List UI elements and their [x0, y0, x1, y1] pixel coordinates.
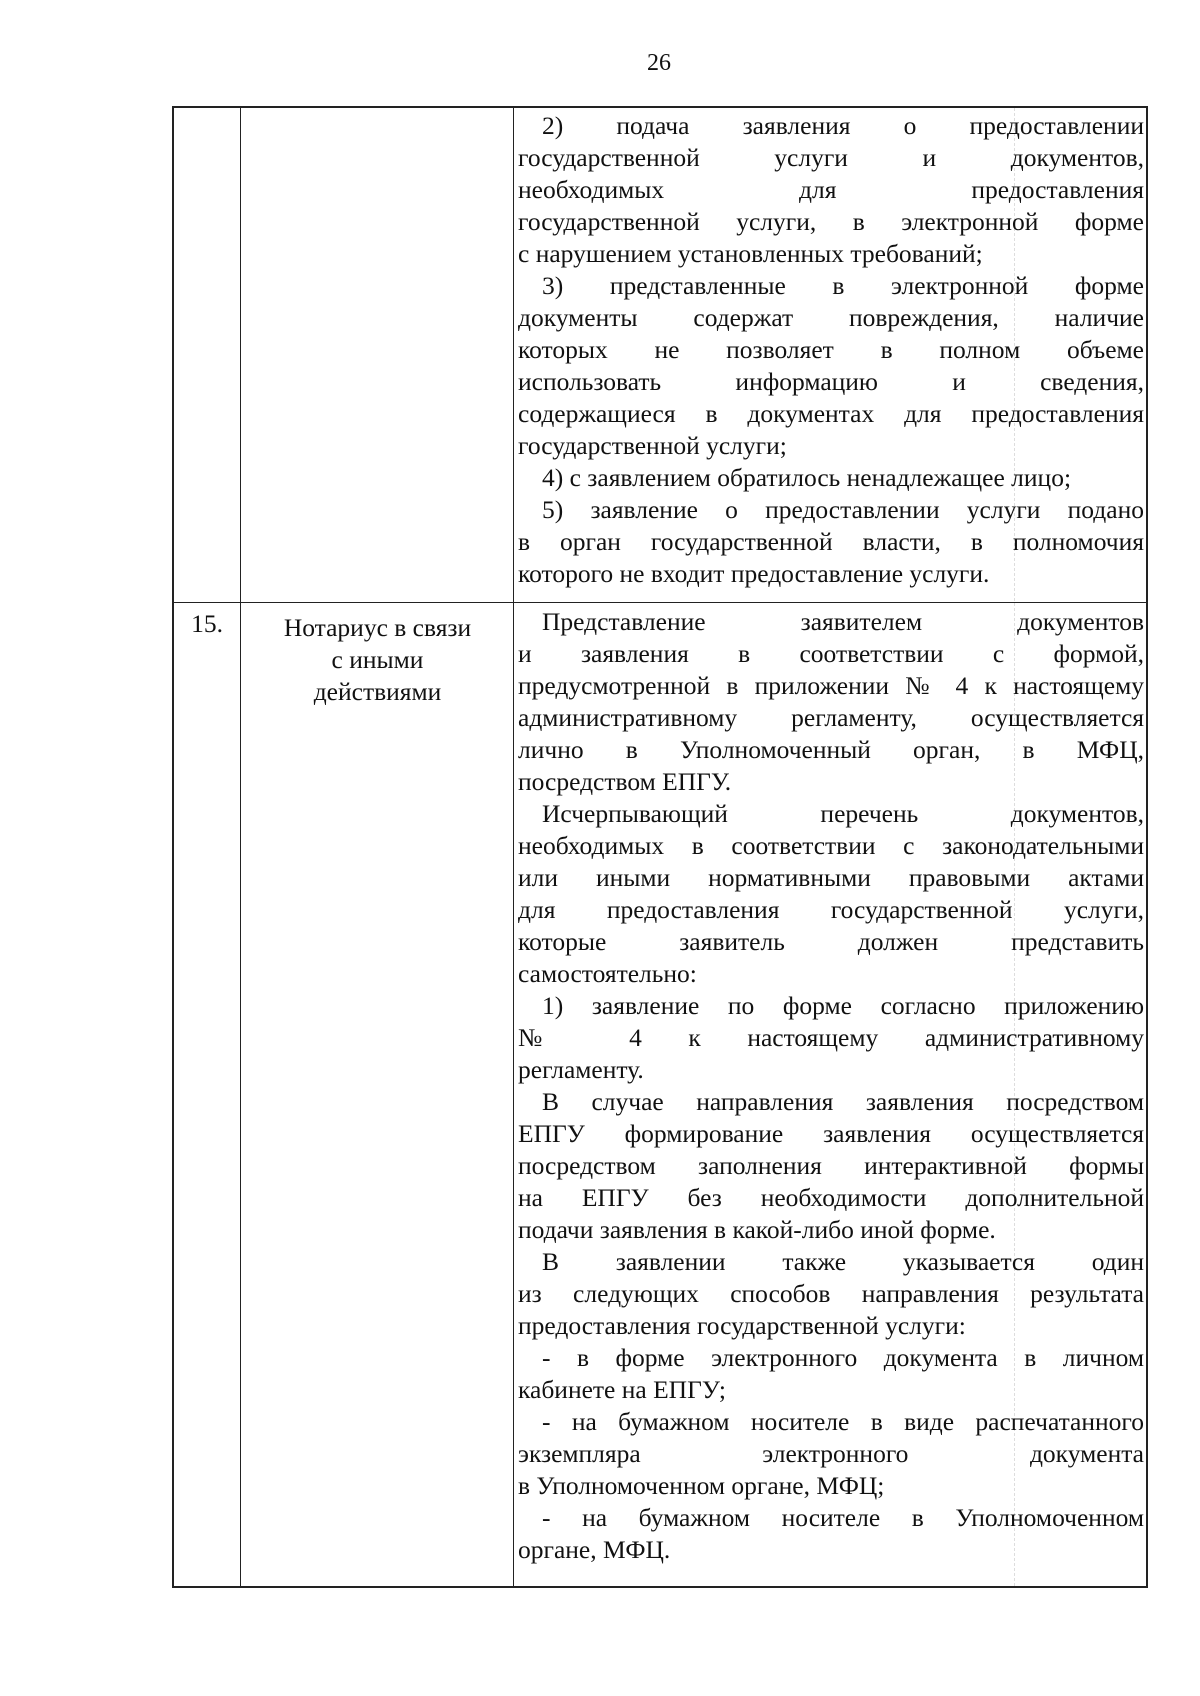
- row-15-content-cell: [518, 606, 1144, 1566]
- text-line: подачи заявления в какой-либо иной форме.: [518, 1215, 996, 1244]
- column-divider: [513, 108, 514, 1586]
- text-line: необходимых в соответствии с законодательными: [518, 831, 1144, 860]
- text-line: самостоятельно:: [518, 959, 697, 988]
- text-line: ЕПГУ формирование заявления осуществляется: [518, 1119, 1144, 1148]
- text-line: и заявления в соответствии с формой,: [518, 639, 1144, 668]
- text-line: В случае направления заявления посредством: [542, 1087, 1144, 1116]
- paragraph: [518, 110, 1144, 270]
- service-name-line: Нотариус в связи: [283, 613, 472, 642]
- text-line: предоставления государственной услуги:: [518, 1311, 966, 1340]
- text-line: 2) подача заявления о предоставлении: [542, 111, 1144, 140]
- text-line: предусмотренной в приложении № 4 к настоящему: [518, 671, 1144, 700]
- text-line: которых не позволяет в полном объеме: [518, 335, 1144, 364]
- text-line: - в форме электронного документа в личном: [542, 1343, 1144, 1372]
- paragraph: [518, 1086, 1144, 1246]
- paragraph: [518, 462, 1144, 494]
- text-line: с нарушением установленных требований;: [518, 239, 983, 268]
- text-line: необходимых для предоставления: [518, 175, 1144, 204]
- paragraph: [518, 270, 1144, 462]
- text-line: в Уполномоченном органе, МФЦ;: [518, 1471, 885, 1500]
- text-line: государственной услуги;: [518, 431, 787, 460]
- text-line: посредством ЕПГУ.: [518, 767, 732, 796]
- paragraph: [518, 1342, 1144, 1406]
- text-line: или иными нормативными правовыми актами: [518, 863, 1144, 892]
- text-line: - на бумажном носителе в Уполномоченном: [542, 1503, 1144, 1532]
- text-line: 4) с заявлением обратилось ненадлежащее лицо;: [542, 463, 1072, 492]
- paragraph: [518, 1406, 1144, 1502]
- text-line: в орган государственной власти, в полномочия: [518, 527, 1144, 556]
- page-number: 26: [647, 50, 671, 76]
- continued-content-cell: [518, 110, 1144, 590]
- text-line: использовать информацию и сведения,: [518, 367, 1144, 396]
- text-line: кабинете на ЕПГУ;: [518, 1375, 726, 1404]
- text-line: для предоставления государственной услуги,: [518, 895, 1144, 924]
- text-line: документы содержат повреждения, наличие: [518, 303, 1144, 332]
- text-line: административному регламенту, осуществляется: [518, 703, 1144, 732]
- service-name-cell: [242, 612, 513, 708]
- service-name-line: действиями: [313, 677, 442, 706]
- text-line: лично в Уполномоченный орган, в МФЦ,: [518, 735, 1144, 764]
- paragraph: [518, 1502, 1144, 1566]
- text-line: на ЕПГУ без необходимости дополнительной: [518, 1183, 1144, 1212]
- text-line: содержащиеся в документах для предоставления: [518, 399, 1144, 428]
- text-line: № 4 к настоящему административному: [518, 1023, 1144, 1052]
- row-number-cell: 15.: [191, 609, 223, 638]
- text-line: экземпляра электронного документа: [518, 1439, 1144, 1468]
- text-line: которые заявитель должен представить: [518, 927, 1144, 956]
- paragraph: [518, 1246, 1144, 1342]
- service-name-line: с иными: [331, 645, 424, 674]
- text-line: государственной услуги и документов,: [518, 143, 1144, 172]
- paragraph: [518, 990, 1144, 1086]
- text-line: государственной услуги, в электронной форме: [518, 207, 1144, 236]
- text-line: регламенту.: [518, 1055, 644, 1084]
- paragraph: [518, 494, 1144, 590]
- text-line: органе, МФЦ.: [518, 1535, 671, 1564]
- regulation-table: [172, 106, 1148, 1588]
- text-line: - на бумажном носителе в виде распечатанного: [542, 1407, 1144, 1436]
- paragraph: [518, 606, 1144, 798]
- text-line: 1) заявление по форме согласно приложению: [542, 991, 1144, 1020]
- text-line: Представление заявителем документов: [542, 607, 1144, 636]
- text-line: В заявлении также указывается один: [542, 1247, 1144, 1276]
- paragraph: [518, 798, 1144, 990]
- column-divider: [240, 108, 241, 1586]
- text-line: 3) представленные в электронной форме: [542, 271, 1144, 300]
- text-line: которого не входит предоставление услуги.: [518, 559, 990, 588]
- text-line: посредством заполнения интерактивной формы: [518, 1151, 1144, 1180]
- text-line: 5) заявление о предоставлении услуги подано: [542, 495, 1144, 524]
- text-line: из следующих способов направления результата: [518, 1279, 1144, 1308]
- text-line: Исчерпывающий перечень документов,: [542, 799, 1144, 828]
- row-divider: [174, 602, 1146, 603]
